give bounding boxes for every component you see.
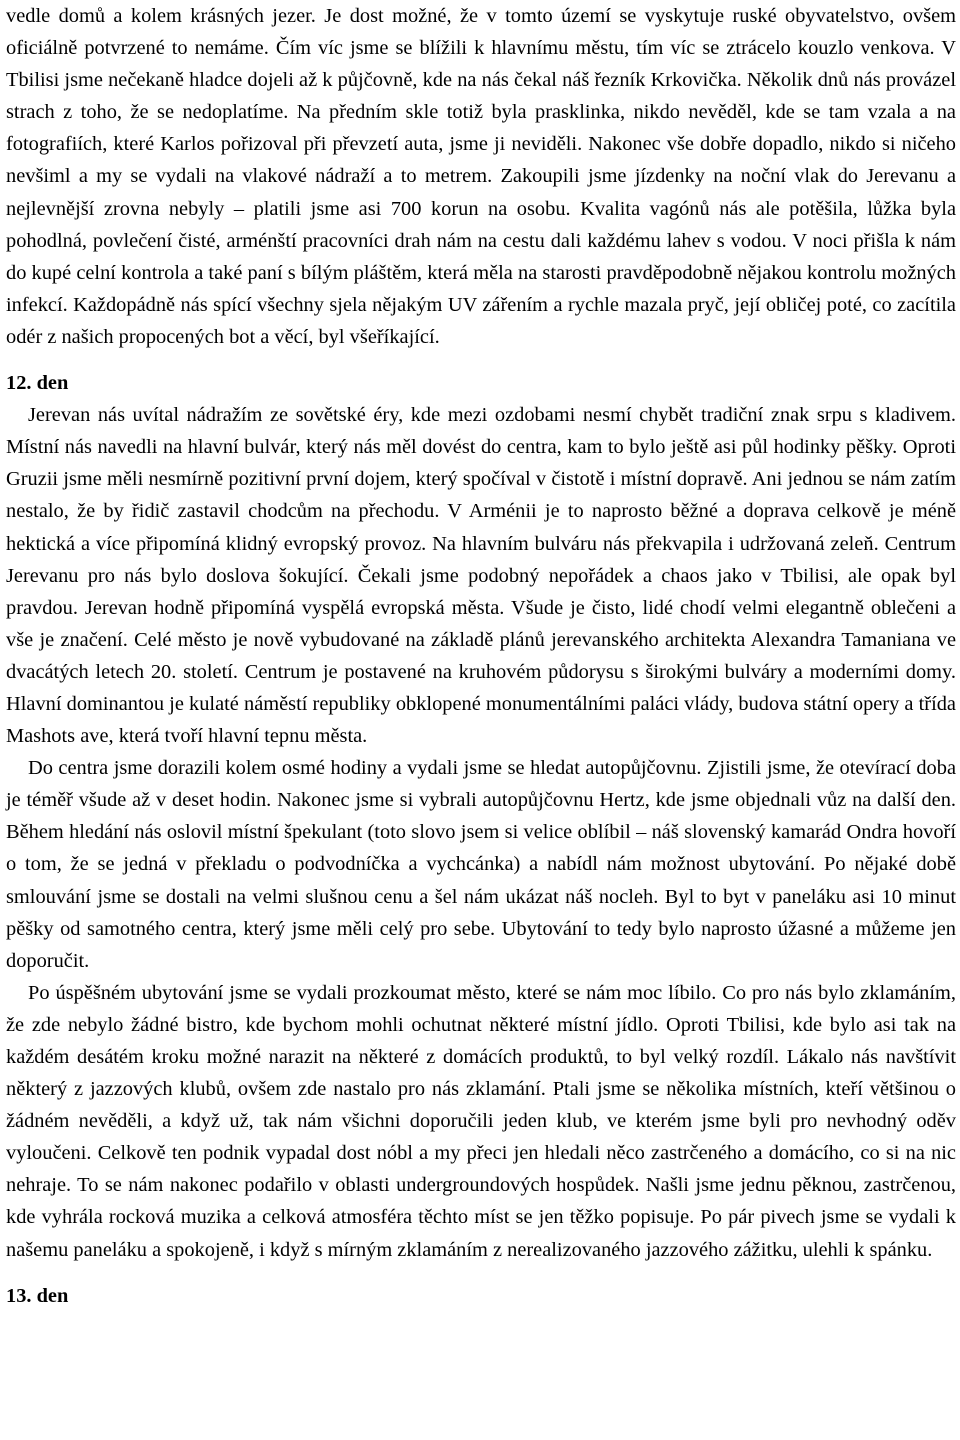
paragraph-city-exploration: Po úspěšném ubytování jsme se vydali prozkoumat město, které se nám moc líbilo. Co pro nás bylo zklamáním, že zde nebylo žádné bistro, kde bychom mohli ochutnat některé místní jídlo. Oproti Tbilisi, kde bylo asi tak na každém desátém kroku možné narazit na některé z domácích produktů, to byl velký rozdíl. Lákalo nás navštívit některý z jazzových klubů, ovšem zde nastalo pro nás zklamání. Ptali jsme se několika místních, kteří většinou o žádném nevěděli, a když už, tak nám všichni doporučili jeden klub, ve kterém jsme byli pro nevhodný oděv vyloučeni. Celkově ten podnik vypadal dost nóbl a my přeci jen hledali něco zastrčeného a domácího, co si na nic nehraje. To se nám nakonec podařilo v oblasti undergroundových hospůdek. Našli jsme jednu pěknou, zastrčenou, kde vyhrála rocková muzika a celková atmosféra těchto míst se jen těžko popisuje. Po pár pivech jsme se vydali k našemu paneláku a spokojeně, i když s mírným zklamáním z nerealizovaného jazzového zážitku, ulehli k spánku.	[6, 981, 956, 1261]
paragraph-yerevan-arrival: Jerevan nás uvítal nádražím ze sovětské éry, kde mezi ozdobami nesmí chybět tradiční znak srpu s kladivem. Místní nás navedli na hlavní bulvár, který nás měl dovést do centra, kam to bylo ještě asi půl hodinky pěšky. Oproti Gruzii jsme měli nesmírně pozitivní první dojem, který spočíval v čistotě i místní dopravě. Ani jednou se nám zatím nestalo, že by řidič zastavil chodcům na přechodu. V Arménii je to naprosto běžné a doprava celkově je méně hektická a více připomíná klidný evropský provoz. Na hlavním bulváru nás překvapila i udržovaná zeleň. Centrum Jerevanu pro nás bylo doslova šokující. Čekali jsme podobný nepořádek a chaos jako v Tbilisi, ale opak byl pravdou. Jerevan hodně připomíná vyspělá evropská města. Všude je čisto, lidé chodí velmi elegantně oblečeni a vše je značení. Celé město je nově vybudované na základě plánů jerevanského architekta Alexandra Tamaniana ve dvacátých letech 20. století. Centrum je postavené na kruhovém půdorysu s širokými bulváry a moderními domy. Hlavní dominantou je kulaté náměstí republiky obklopené monumentálními paláci vlády, budova státní opery a třída Mashots ave, která tvoří hlavní tepnu města.	[6, 404, 956, 748]
paragraph-car-rental: Do centra jsme dorazili kolem osmé hodiny a vydali jsme se hledat autopůjčovnu. Zjistili jsme, že otevírací doba je téměř všude až v deset hodin. Nakonec jsme si vybrali autopůjčovnu Hertz, kde jsme objednali vůz na další den. Během hledání nás oslovil místní špekulant (toto slovo jsem si velice oblíbil – náš slovenský kamarád Ondra hovoří o tom, že se jedná v překladu o podvodníčka a vychcánka) a nabídl nám možnost ubytování. Po nějaké době smlouvání jsme se dostali na velmi slušnou cenu a šel nám ukázat náš nocleh. Byl to byt v paneláku asi 10 minut pěšky od samotného centra, který jsme měli celý pro sebe. Ubytování to tedy bylo naprosto úžasné a můžeme jen doporučit.	[6, 757, 956, 972]
section-gap	[6, 1266, 956, 1280]
heading-day-12: 12. den	[6, 372, 69, 395]
document-page	[6, 0, 956, 1312]
section-gap	[6, 353, 956, 367]
heading-day-13: 13. den	[6, 1284, 69, 1307]
paragraph-continuation: vedle domů a kolem krásných jezer. Je dost možné, že v tomto území se vyskytuje ruské obyvatelstvo, ovšem oficiálně potvrzené to nemáme. Čím víc jsme se blížili k hlavnímu městu, tím víc se ztrácelo kouzlo venkova. V Tbilisi jsme nečekaně hladce dojeli až k půjčovně, kde na nás čekal náš řezník Krkovička. Několik dnů nás provázel strach z toho, že se nedoplatíme. Na předním skle totiž byla prasklinka, nikdo nevěděl, kde se tam vzala a na fotografiích, které Karlos pořizoval při převzetí auta, jsme ji neviděli. Nakonec vše dobře dopadlo, nikdo si ničeho nevšiml a my se vydali na vlakové nádraží a to metrem. Zakoupili jsme jízdenky na noční vlak do Jerevanu a nejlevnější zrovna nebyly – platili jsme asi 700 korun na osobu. Kvalita vagónů nás ale potěšila, lůžka byla pohodlná, povlečení čisté, arménští pracovníci drah nám na cestu dali každému lahev s vodou. V noci přišla k nám do kupé celní kontrola a také paní s bílým pláštěm, která měla na starosti pravděpodobně nějakou kontrolu možných infekcí. Každopádně nás spící všechny sjela nějakým UV zářením a rychle mazala pryč, její obličej poté, co zacítila odér z našich propocených bot a věcí, byl všeříkající.	[6, 5, 956, 348]
